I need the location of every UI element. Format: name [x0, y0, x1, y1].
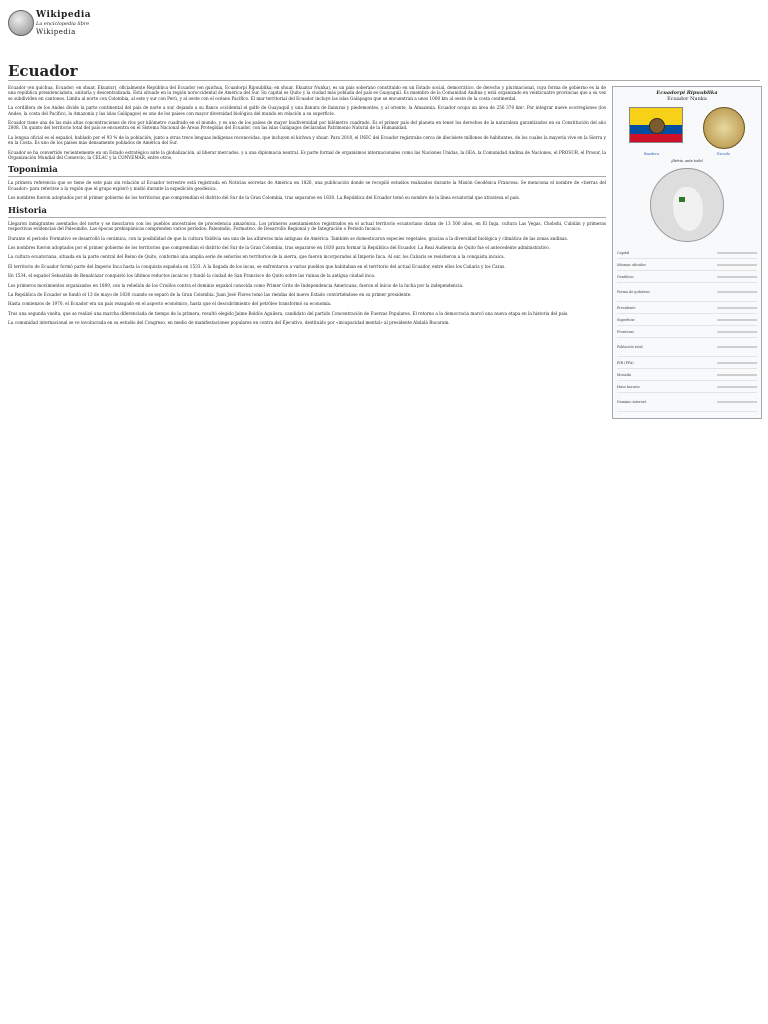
- section-paragraph: En 1534, el español Sebastián de Benalcázar conquistó los últimos reductos incaicos y fundó la ciudad de San Francisco de Quito sobre las ruinas de la antigua ciudad inca.: [8, 273, 376, 279]
- infobox-row-value: [717, 276, 757, 278]
- infobox-symbols: [613, 105, 761, 151]
- infobox-row-label[interactable]: Huso horario: [617, 384, 640, 389]
- infobox-row: [617, 393, 757, 412]
- infobox-row: [617, 259, 757, 271]
- intro-paragraph: Ecuador (en quichua, Ecuador; en shuar, Ekuatur), oficialmente República del Ecuador (en quichua, Ecuadorpi Ripuublika; en shuar, Ekuatur Nunka), es un país soberano constituido en un Estado social, democrático, de derecho y plurinacional, cuya forma de gobierno es la de una república presidencialista, unitaria y descentralizada. Está situado en la región noroccidental de América del Sur. Su capital es Quito y la ciudad más poblada del país es Guayaquil. Es miembro de la Comunidad Andina y está organizado en veinticuatro provincias que a su vez se subdividen en cantones. Limita al norte con Colombia, al este y sur con Perú, y al oeste con el océano Pacífico. El mar territorial del Ecuador incluye las islas Galápagos que se encuentran a unos 1000 km al oeste de la costa continental.: [8, 85, 606, 101]
- infobox-row-label[interactable]: Dominio internet: [617, 400, 647, 404]
- section-paragraph: La comunidad internacional se ve involucrada en su estudio del Congreso, en medio de manifestaciones populares en contra del Ejecutivo, destituido por «incapacidad mental» al presidente Abdalá Bucaram.: [8, 320, 450, 326]
- section-paragraph: Durante el periodo Formativo se desarrolló la cerámica, con la posibilidad de que la cultura Valdivia sea una de las alfareras más antiguas de América. También se domesticaron especies vegetales, gracias a la diversidad biológica y climática de las zonas andinas.: [8, 235, 569, 241]
- infobox-row: [617, 283, 757, 302]
- coat-of-arms-image[interactable]: [703, 107, 745, 149]
- logo-title-secondary: Wikipedia: [36, 28, 76, 36]
- section-paragraph: Llegaron inmigrantes asentados del norte y se mezclaron con los pueblos ancestrales de procedencia amazónica. Los primeros asentamientos registrados en el actual territorio ecuatoriano datan de 13 500 años, en El Inga, cultura Las Vegas, Chobshi, Cubilán y primeras respectivas evidencias del Paleoindio. Las épocas prehispánicas comprenden varios períodos: Paleoindio, Formativo, de Desarrollo Regional y de Integración o Periodo Incaico.: [8, 220, 606, 232]
- infobox-row-value: [717, 319, 757, 321]
- section-paragraph: La primera referencia que se tiene de este país sin relación al Ecuador terrestre está registrada en Noticias secretas de América en 1826, una publicación donde se recopiló estudios realizados durante la Misión Geodésica Francesa. Se menciona el nombre de «tierras del Ecuador» para referirse a la región que el grupo exploró y midió durante la expedición geodésica.: [8, 180, 606, 191]
- section-paragraph: Los nombres fueron adoptados por el primer gobierno de los territorios que comprendían el distrito del Sur de la Gran Colombia, tras separarse en 1830 para formar la República del Ecuador. La Real Audiencia de Quito fue el antecedente administrativo.: [8, 244, 550, 250]
- infobox-row-label[interactable]: Población total: [617, 345, 643, 349]
- wikipedia-logo[interactable]: [8, 8, 108, 40]
- infobox-row-label[interactable]: PIB (PPA): [617, 360, 634, 365]
- infobox-row: [617, 271, 757, 283]
- infobox-row: [617, 314, 757, 326]
- infobox-row: [617, 326, 757, 338]
- infobox-row-value: [717, 346, 757, 348]
- article-body: [8, 85, 606, 330]
- infobox-row: [617, 357, 757, 369]
- infobox-row-label[interactable]: Presidente: [617, 305, 636, 310]
- infobox-row: [617, 302, 757, 314]
- section-heading: Historia: [8, 206, 606, 218]
- section-paragraph: Hasta comienzos de 1970, el Ecuador era un país rezagado en el aspecto económico, hasta que el descubrimiento del petróleo transformó su economía.: [8, 301, 332, 307]
- infobox-title: Ecuadorpi Ripuublika: [656, 90, 718, 96]
- section-paragraph: Los primeros movimientos organizados en 1809, con la rebelión de los Criollos contra el dominio español conocida como Primer Grito de Independencia Americana, fueron el inicio de la lucha por la independencia.: [8, 282, 464, 288]
- logo-title: Wikipedia: [36, 10, 92, 20]
- motto: ¡Patria, ante todo!: [670, 159, 704, 163]
- coat-of-arms-icon: [649, 118, 665, 134]
- article-sections: [8, 165, 606, 325]
- logo-subtitle: La enciclopedia libre: [36, 21, 90, 27]
- infobox-row-value: [717, 401, 757, 403]
- infobox-row-value: [717, 386, 757, 388]
- infobox-row: [617, 381, 757, 393]
- infobox-row-value: [717, 362, 757, 364]
- section-paragraph: La cultura ecuatoriana, situada en la parte central del Reino de Quito, conformó una amplia serie de señoríos en territorios de la sierra, que fueron incorporados al Imperio Inca. Al sur, los Cañaris se resistieron a la conquista incaica.: [8, 254, 506, 260]
- infobox: [612, 86, 762, 419]
- infobox-row-value: [717, 252, 757, 254]
- infobox-row-value: [717, 331, 757, 333]
- continent-shape: [673, 187, 703, 231]
- infobox-row: [617, 247, 757, 259]
- section-paragraph: La República de Ecuador se fundó el 13 de mayo de 1830 cuando se separó de la Gran Colombia. Juan José Flores tomó las riendas del nuevo Estado convirtiéndose en su primer presidente.: [8, 291, 412, 297]
- infobox-row-label[interactable]: Moneda: [617, 372, 631, 377]
- title-divider: [8, 80, 760, 81]
- infobox-row-label[interactable]: Superficie: [617, 317, 635, 322]
- flag-image[interactable]: [629, 107, 683, 143]
- infobox-row: [617, 338, 757, 357]
- infobox-row-value: [717, 307, 757, 309]
- section-paragraph: El territorio de Ecuador formó parte del Imperio Inca hasta la conquista española en 1533. A la llegada de los incas, se enfrentaron a varios pueblos que habitaban en el territorio del actual Ecuador, entre ellos los Cañaris y los Caras.: [8, 263, 506, 269]
- coat-of-arms-caption[interactable]: Escudo: [717, 152, 730, 156]
- infobox-rows: [613, 245, 761, 418]
- infobox-row-label[interactable]: Forma de gobierno: [617, 290, 650, 294]
- section-paragraph: Los nombres fueron adoptados por el primer gobierno de los territorios que comprendían el distrito del Sur de la Gran Colombia, tras separarse en 1830. La República del Ecuador tomó su nombre de la línea ecuatorial que atraviesa el país.: [8, 195, 521, 201]
- infobox-row-value: [717, 291, 757, 293]
- intro-paragraph: La cordillera de los Andes divide la parte continental del país de norte a sur, dejando a su flanco occidental el golfo de Guayaquil y una llanura de llanuras y piedemontes, y al oriente, la Amazonía. Ecuador ocupa un área de 256 370 km². Por integrar nueve ecorregiones (los Andes, la costa del Pacífico, la Amazonía y las islas Galápagos) es uno de los países con mayor diversidad biológica del mundo en relación a su superficie.: [8, 105, 606, 116]
- intro-section: [8, 85, 606, 160]
- infobox-row-label[interactable]: Fronteras: [617, 329, 634, 334]
- infobox-row-value: [717, 264, 757, 266]
- location-map[interactable]: [650, 168, 724, 242]
- intro-paragraph: La lengua oficial es el español, hablado por el 93 % de la población, junto a otras trece lenguas indígenas reconocidas, que incluyen el kichwa y shuar. Para 2018, el INEC del Ecuador registraba cerca de diecisiete millones de habitantes, de los cuales la mayoría vive en la Sierra y en la Costa. Es uno de los países más densamente poblados de América del Sur.: [8, 134, 606, 146]
- section-paragraph: Tras una segunda vuelta, que se realizó una marcha diferenciada de tiempo de la primera, resultó elegido Jaime Roldós Aguilera, candidato del partido Concentración de Fuerzas Populares. El retorno a la democracia marcó una nueva etapa en la historia del país.: [8, 310, 569, 316]
- flag-caption[interactable]: Bandera: [644, 152, 659, 156]
- infobox-row-label[interactable]: Capital: [617, 250, 630, 255]
- intro-paragraph: Ecuador tiene una de las más altas concentraciones de ríos por kilómetro cuadrado en el mundo, y es uno de los países de mayor biodiversidad por kilómetro cuadrado. Es el primer país del planeta en tener los derechos de la naturaleza garantizados en su Constitución del año 2008. Un quinto del territorio total del país se encuentra en el Sistema Nacional de Áreas Protegidas del Ecuador, con las islas Galápagos declaradas Patrimonio Natural de la Humanidad.: [8, 120, 606, 131]
- intro-paragraph: Ecuador se ha convertido recientemente en un Estado estratégico ante la globalización, al liberar mercados, y a una diplomacia neutral. Es parte formal de organismos internacionales como las Naciones Unidas, la OEA, la Comunidad Andina de Naciones, el PROSUR, el Prosur, la Organización Mundial del Comercio, la CELAC y la CONVEMAR, entre otros.: [8, 149, 606, 161]
- infobox-row-value: [717, 374, 757, 376]
- infobox-row-label[interactable]: Gentilicio: [617, 274, 634, 279]
- page-title: Ecuador: [8, 62, 78, 80]
- globe-icon: [8, 10, 34, 36]
- infobox-row: [617, 369, 757, 381]
- infobox-row-label[interactable]: Idiomas oficiales: [617, 262, 646, 267]
- infobox-name: Ecuador Nunka: [667, 96, 707, 102]
- section-heading: Toponimia: [8, 165, 606, 177]
- ecuador-location-marker: [679, 197, 685, 202]
